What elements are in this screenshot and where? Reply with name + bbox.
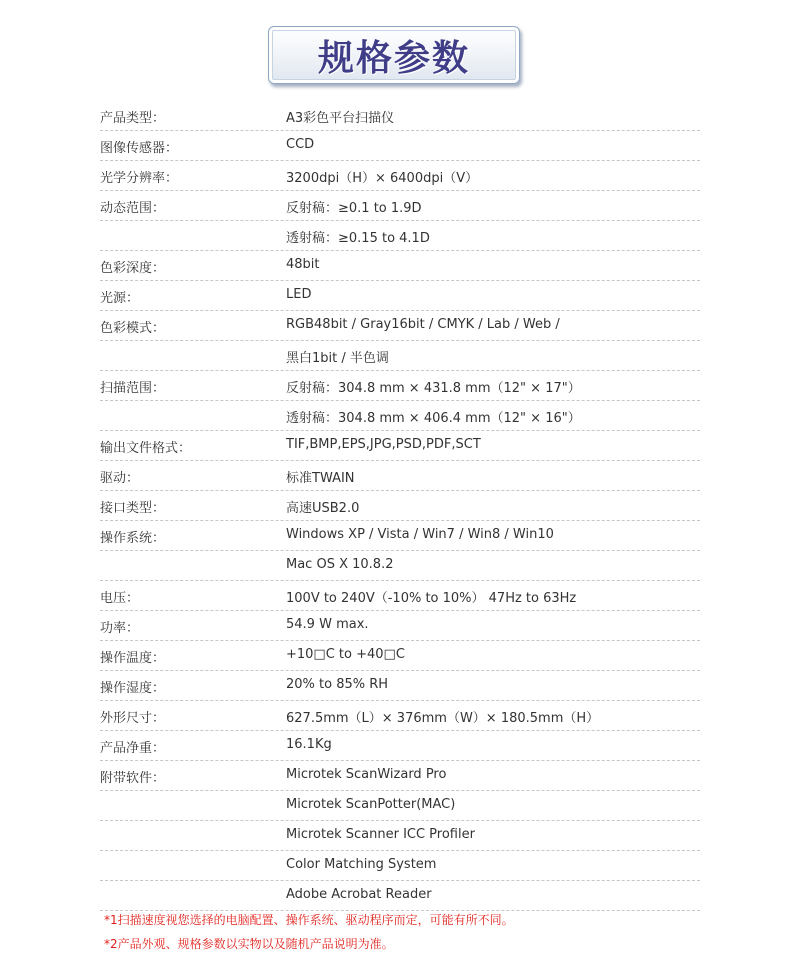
spec-value: A3彩色平台扫描仪 [286, 111, 395, 126]
spec-value: 16.1Kg [286, 737, 332, 752]
spec-row [100, 461, 700, 491]
spec-value: Adobe Acrobat Reader [286, 887, 432, 902]
spec-label: 光学分辨率： [100, 171, 179, 186]
spec-label: 光源： [100, 291, 140, 306]
spec-row [100, 221, 700, 251]
spec-row [100, 491, 700, 521]
spec-row [100, 521, 700, 551]
title-button [268, 26, 520, 84]
spec-value: 透射稿：≥0.15 to 4.1D [286, 231, 430, 246]
spec-label: 色彩模式： [100, 321, 166, 336]
spec-row [100, 851, 700, 881]
spec-row [100, 791, 700, 821]
spec-table [100, 101, 700, 911]
spec-value: LED [286, 287, 312, 302]
spec-row [100, 821, 700, 851]
spec-row [100, 731, 700, 761]
spec-label: 扫描范围： [100, 381, 166, 396]
spec-row [100, 881, 700, 911]
spec-label: 色彩深度： [100, 261, 166, 276]
spec-value: 627.5mm（L）× 376mm（W）× 180.5mm（H） [286, 711, 600, 726]
spec-value: 黑白1bit / 半色调 [286, 351, 389, 366]
spec-label: 外形尺寸： [100, 711, 166, 726]
spec-label: 功率： [100, 621, 140, 636]
spec-label: 输出文件格式： [100, 441, 192, 456]
spec-label: 接口类型： [100, 501, 166, 516]
spec-row [100, 191, 700, 221]
spec-row [100, 251, 700, 281]
spec-row [100, 611, 700, 641]
spec-label: 图像传感器： [100, 141, 179, 156]
spec-value: TIF,BMP,EPS,JPG,PSD,PDF,SCT [286, 437, 481, 452]
spec-value: 48bit [286, 257, 320, 272]
spec-row [100, 311, 700, 341]
spec-label: 驱动： [100, 471, 140, 486]
spec-row [100, 581, 700, 611]
footnote: *1扫描速度视您选择的电脑配置、操作系统、驱动程序而定，可能有所不同。 [104, 913, 514, 927]
spec-value: 透射稿：304.8 mm × 406.4 mm（12" × 16"） [286, 411, 581, 426]
spec-value: CCD [286, 137, 315, 152]
spec-label: 操作温度： [100, 651, 166, 666]
spec-value: 反射稿：≥0.1 to 1.9D [286, 201, 422, 216]
spec-label: 产品类型： [100, 111, 166, 126]
spec-value: Microtek ScanPotter(MAC) [286, 797, 456, 812]
spec-label: 操作系统： [100, 531, 166, 546]
spec-row [100, 131, 700, 161]
spec-value: RGB48bit / Gray16bit / CMYK / Lab / Web / [286, 317, 560, 332]
spec-row [100, 161, 700, 191]
footnote: *2产品外观、规格参数以实物以及随机产品说明为准。 [104, 937, 394, 951]
footnotes [104, 911, 744, 959]
spec-value: 20% to 85% RH [286, 677, 389, 692]
spec-value: 反射稿：304.8 mm × 431.8 mm（12" × 17"） [286, 381, 581, 396]
spec-row [100, 761, 700, 791]
spec-row [100, 551, 700, 581]
spec-label: 动态范围： [100, 201, 166, 216]
spec-row [100, 371, 700, 401]
spec-value: 高速USB2.0 [286, 501, 360, 516]
spec-row [100, 641, 700, 671]
spec-value: 54.9 W max. [286, 617, 369, 632]
spec-row [100, 671, 700, 701]
spec-label: 附带软件： [100, 771, 166, 786]
spec-value: 3200dpi（H）× 6400dpi（V） [286, 171, 479, 186]
spec-value: Windows XP / Vista / Win7 / Win8 / Win10 [286, 527, 554, 542]
spec-value: Mac OS X 10.8.2 [286, 557, 394, 572]
title-banner [268, 26, 522, 86]
spec-row [100, 701, 700, 731]
spec-value: +10□C to +40□C [286, 647, 405, 662]
spec-row [100, 101, 700, 131]
spec-value: Color Matching System [286, 857, 437, 872]
spec-row [100, 281, 700, 311]
spec-label: 电压： [100, 591, 140, 606]
spec-row [100, 341, 700, 371]
spec-label: 产品净重： [100, 741, 166, 756]
page-title: 规格参数 [317, 37, 470, 79]
spec-value: 100V to 240V（-10% to 10%） 47Hz to 63Hz [286, 591, 577, 606]
spec-row [100, 401, 700, 431]
spec-label: 操作湿度： [100, 681, 166, 696]
spec-value: Microtek Scanner ICC Profiler [286, 827, 475, 842]
spec-value: 标准TWAIN [286, 471, 355, 486]
spec-value: Microtek ScanWizard Pro [286, 767, 447, 782]
spec-row [100, 431, 700, 461]
